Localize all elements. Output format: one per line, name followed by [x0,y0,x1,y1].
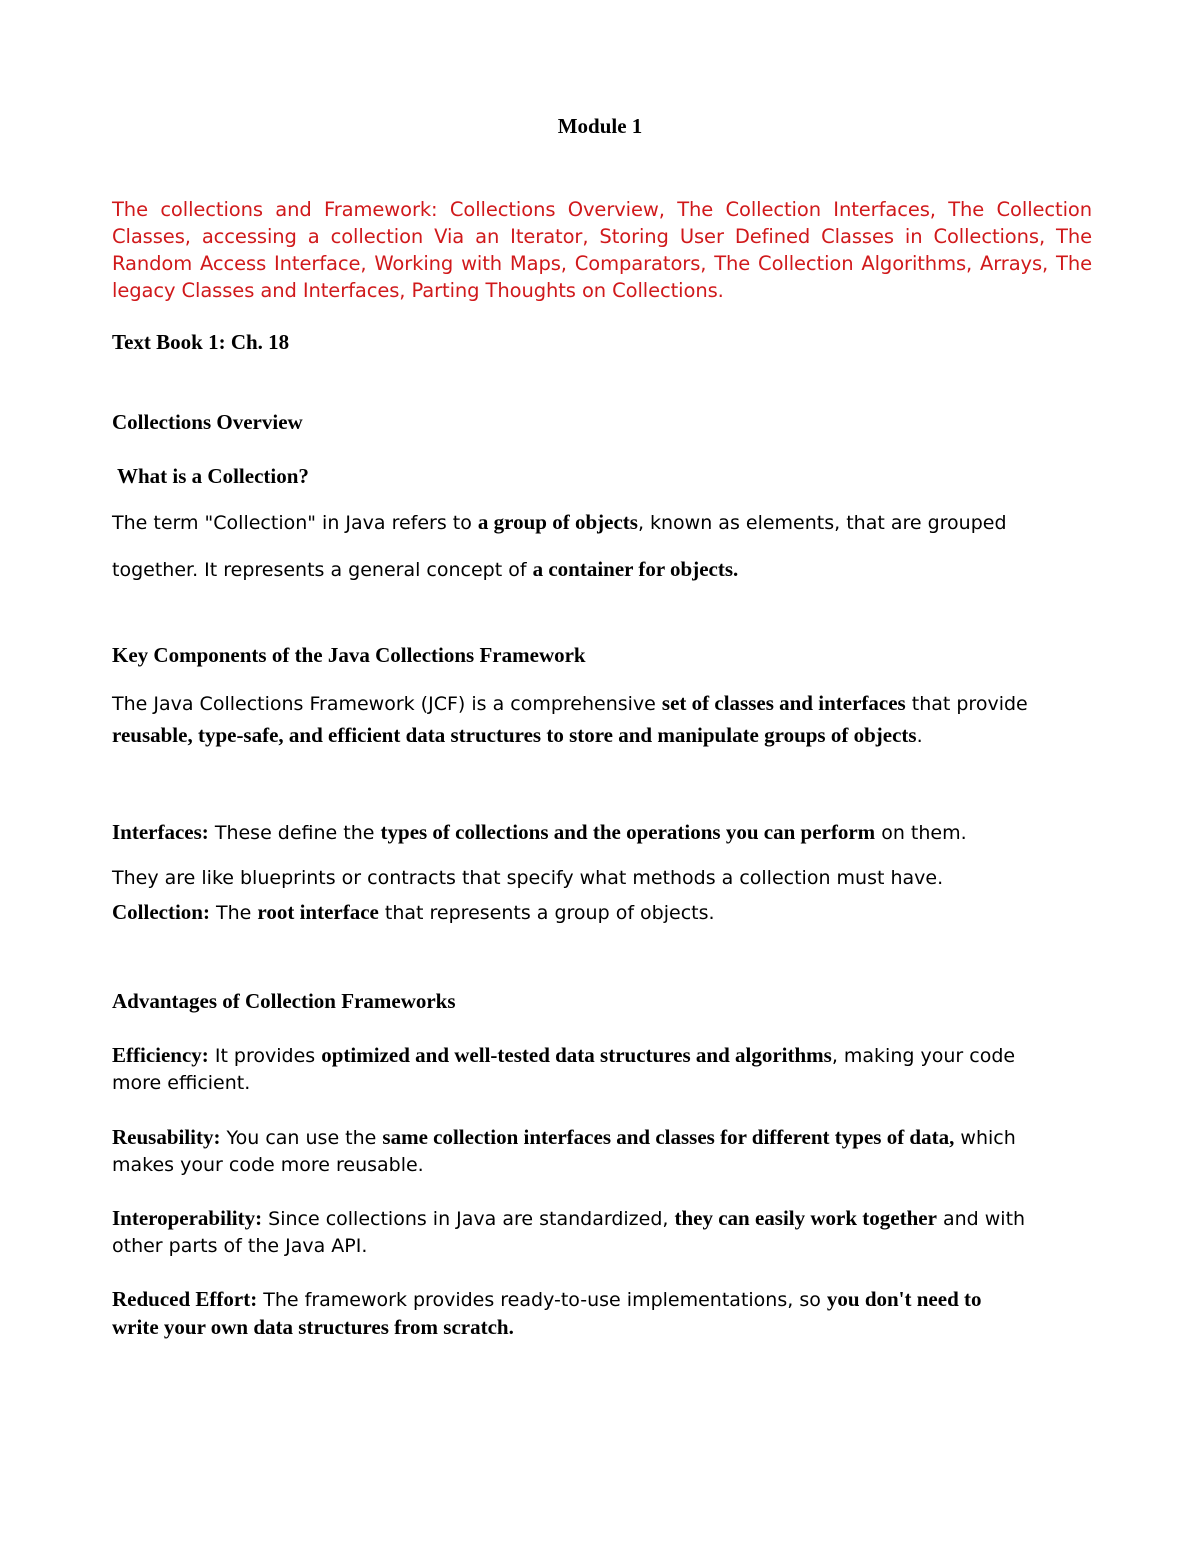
para-emphasis: reusable, type-safe, and efficient data structures to store and manipulate groups of objects [112,723,917,747]
para-emphasis: they can easily work together [674,1206,937,1230]
textbook-reference: Text Book 1: Ch. 18 [112,330,290,354]
para-text: These define the [208,822,381,844]
para-text: and with other parts of the Java API. [112,1208,1026,1257]
para-emphasis: a container for objects. [532,557,739,581]
section-heading-advantages: Advantages of Collection Frameworks [112,989,456,1013]
para-text: , making your code more efficient. [112,1045,1016,1094]
term-label: Interfaces: [112,820,209,844]
jcf-paragraph [112,688,1082,752]
efficiency-paragraph [112,1042,1062,1097]
para-emphasis: same collection interfaces and classes for different types of data, [382,1125,955,1149]
collection-paragraph [112,899,1092,927]
subheading-what-is-collection: What is a Collection? [117,464,309,488]
para-text: , known as elements, that are grouped together. It represents a general concept of [112,512,1007,581]
interfaces-paragraph [112,810,1012,901]
para-text: on them. They are like blueprints or contracts that specify what methods a collection must have. [112,822,967,889]
para-emphasis: types of collections and the operations you can perform [380,820,876,844]
term-label: Efficiency: [112,1043,209,1067]
para-text: that represents a group of objects. [378,902,715,924]
para-text: The [209,902,258,924]
para-text: The term "Collection" in Java refers to [112,512,478,534]
para-text: You can use the [220,1127,383,1149]
para-emphasis: set of classes and interfaces [661,691,906,715]
reusability-paragraph [112,1124,1072,1179]
para-text: . [916,725,923,747]
reduced-effort-paragraph [112,1286,1032,1342]
para-text: that provide [905,693,1028,715]
para-emphasis: root interface [257,900,379,924]
para-emphasis: a group of objects [477,510,638,534]
para-text: It provides [208,1045,322,1067]
para-text: The framework provides ready-to-use implementations, so [257,1289,827,1311]
para-text: The Java Collections Framework (JCF) is a comprehensive [112,693,662,715]
what-is-collection-paragraph [112,499,1042,593]
interoperability-paragraph [112,1205,1052,1260]
section-heading-key-components: Key Components of the Java Collections Framework [112,643,586,667]
term-label: Interoperability: [112,1206,263,1230]
section-heading-overview: Collections Overview [112,410,303,434]
para-emphasis: optimized and well-tested data structures and algorithms [321,1043,832,1067]
para-text: Since collections in Java are standardized, [262,1208,675,1230]
syllabus-paragraph: The collections and Framework: Collections Overview, The Collection Interfaces, The Collection Classes, accessing a collection Via an Iterator, Storing User Defined Classes in Collections, The Random Access Interface, Working with Maps, Comparators, The Collection Algorithms, Arrays, The legacy Classes and Interfaces, Parting Thoughts on Collections. [112,198,1092,302]
term-label: Reusability: [112,1125,221,1149]
module-title: Module 1 [557,114,643,138]
term-label: Reduced Effort: [112,1287,258,1311]
term-label: Collection: [112,900,210,924]
para-text: which makes your code more reusable. [112,1127,1016,1176]
para-emphasis: you don't need to write your own data structures from scratch. [112,1287,982,1339]
